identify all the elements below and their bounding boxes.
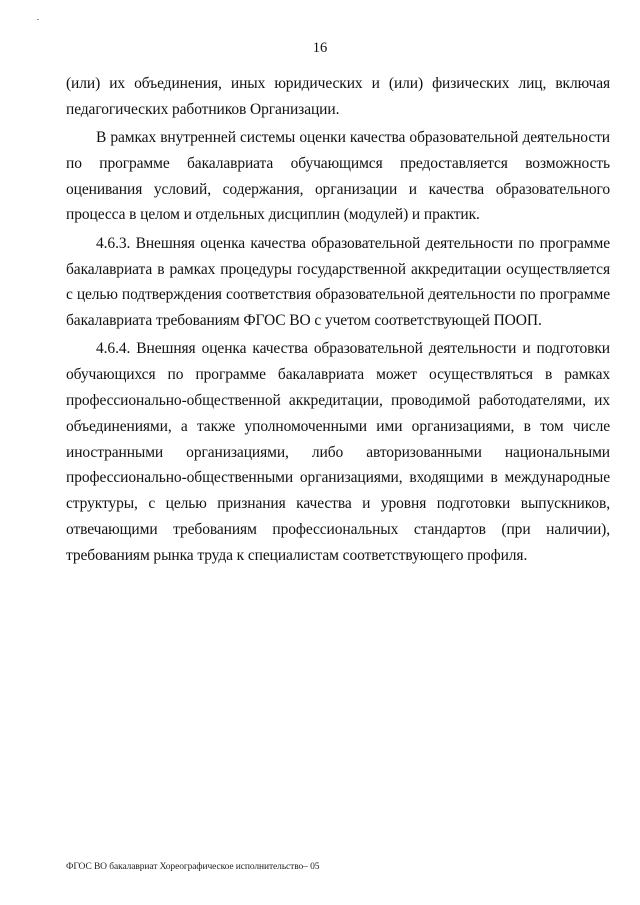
- paragraph-4-6-3: 4.6.3. Внешняя оценка качества образовательной деятельности по программе бакалавриата в рамках процедуры государственной аккредитации осуществляется с целью подтверждения соответствия образовательной деятельности по программе бакалавриата требованиям ФГОС ВО с учетом соответствующей ПООП.: [66, 234, 610, 330]
- page-footer: ФГОС ВО бакалавриат Хореографическое исполнительство– 05: [66, 862, 320, 872]
- paragraph-continuation: (или) их объединения, иных юридических и (или) физических лиц, включая педагогических работников Организации.: [66, 75, 610, 118]
- page-number: 16: [312, 40, 328, 56]
- paragraph-4-6-4: 4.6.4. Внешняя оценка качества образовательной деятельности и подготовки обучающихся по программе бакалавриата может осуществляться в рамках профессионально-общественной аккредитации, проводимой работодателями, их объединениями, а также уполномоченными ими организациями, в том числе иностранными организациями, либо авторизованными национальными профессионально-общественными организациями, входящими в международные структуры, с целью признания качества и уровня подготовки выпускников, отвечающими требованиям профессиональных стандартов (при наличии), требованиям рынка труда к специалистам соответствующего профиля.: [66, 340, 610, 564]
- body-text: [66, 71, 610, 571]
- scan-speck: [37, 19, 39, 20]
- paragraph-internal-assessment: В рамках внутренней системы оценки качества образовательной деятельности по программе бакалавриата обучающимся предоставляется возможность оценивания условий, содержания, организации и качества образовательного процесса в целом и отдельных дисциплин (модулей) и практик.: [66, 129, 610, 224]
